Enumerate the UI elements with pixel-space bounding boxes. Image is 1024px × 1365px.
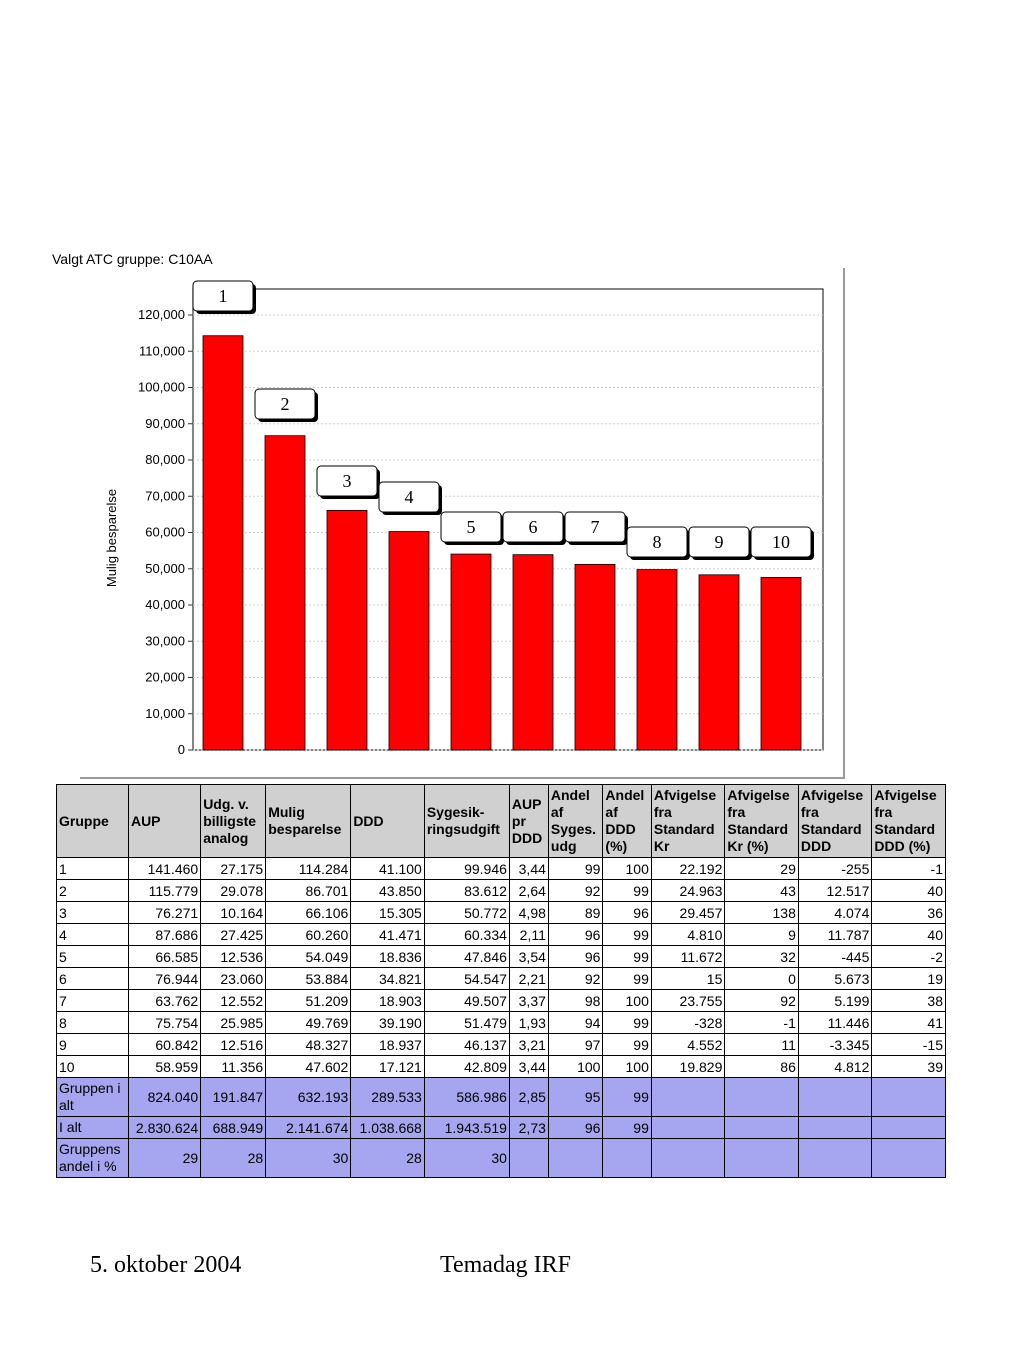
table-cell: 11.787: [798, 924, 872, 946]
bar: [203, 336, 243, 750]
table-cell: 27.175: [201, 858, 266, 880]
summary-cell: [651, 1078, 725, 1117]
table-cell: 92: [548, 968, 603, 990]
table-cell: 3,44: [509, 1056, 548, 1078]
table-cell: 29.457: [651, 902, 725, 924]
table-cell: 32: [725, 946, 799, 968]
summary-cell: [798, 1078, 872, 1117]
table-cell: 48.327: [266, 1034, 351, 1056]
table-cell: 4.552: [651, 1034, 725, 1056]
summary-cell: 289.533: [351, 1078, 425, 1117]
table-row: [57, 1056, 946, 1078]
y-tick-label: 10,000: [145, 705, 185, 721]
summary-cell: [651, 1117, 725, 1139]
table-cell: 4.810: [651, 924, 725, 946]
table-cell: 18.937: [351, 1034, 425, 1056]
table-cell: 18.903: [351, 990, 425, 1012]
bar-callout-3: [317, 466, 380, 499]
table-cell: 100: [603, 1056, 651, 1078]
y-tick-label: 110,000: [138, 343, 185, 359]
bar-callout-8: [627, 527, 690, 560]
summary-cell: Gruppen i alt: [57, 1078, 129, 1117]
table-cell: 29.078: [201, 880, 266, 902]
table-cell: 94: [548, 1012, 603, 1034]
bar-category-label: 1: [218, 286, 228, 306]
table-cell: 99: [548, 858, 603, 880]
bar-category-label: 2: [280, 394, 290, 414]
table-cell: 86: [725, 1056, 799, 1078]
summary-cell: [725, 1117, 799, 1139]
bar-callout-10: [751, 527, 814, 560]
table-cell: 4: [57, 924, 129, 946]
bar-callout-2: [255, 389, 318, 422]
table-cell: 10.164: [201, 902, 266, 924]
table-cell: 99: [603, 946, 651, 968]
y-tick-label: 0: [177, 742, 185, 757]
table-cell: 7: [57, 990, 129, 1012]
column-header: Afvigelse fra Standard DDD (%): [872, 785, 946, 858]
y-tick-label: 90,000: [145, 415, 185, 431]
table-cell: 42.809: [424, 1056, 509, 1078]
table-cell: 6: [57, 968, 129, 990]
summary-row: [57, 1078, 946, 1117]
y-tick-label: 20,000: [145, 669, 185, 685]
column-header: Sygesik-ringsudgift: [424, 785, 509, 858]
table-cell: 100: [603, 858, 651, 880]
summary-cell: 1.038.668: [351, 1117, 425, 1139]
table-cell: 5: [57, 946, 129, 968]
summary-cell: [872, 1078, 946, 1117]
summary-cell: [725, 1078, 799, 1117]
summary-cell: 99: [603, 1078, 651, 1117]
table-cell: -3.345: [798, 1034, 872, 1056]
table-cell: 2: [57, 880, 129, 902]
table-cell: 54.547: [424, 968, 509, 990]
table-cell: 27.425: [201, 924, 266, 946]
table-cell: 12.516: [201, 1034, 266, 1056]
summary-cell: 688.949: [201, 1117, 266, 1139]
summary-cell: [872, 1117, 946, 1139]
table-cell: 114.284: [266, 858, 351, 880]
table-row: [57, 968, 946, 990]
table-cell: 75.754: [128, 1012, 200, 1034]
table-row: [57, 1034, 946, 1056]
footer-title: Temadag IRF: [440, 1252, 571, 1278]
table-cell: 2,11: [509, 924, 548, 946]
table-cell: 19.829: [651, 1056, 725, 1078]
table-cell: 60.334: [424, 924, 509, 946]
table-row: [57, 880, 946, 902]
table-cell: 54.049: [266, 946, 351, 968]
bar: [451, 554, 491, 750]
table-cell: 34.821: [351, 968, 425, 990]
table-cell: 3,21: [509, 1034, 548, 1056]
table-cell: 50.772: [424, 902, 509, 924]
table-cell: 15: [651, 968, 725, 990]
table-cell: 76.944: [128, 968, 200, 990]
bar-category-label: 8: [652, 532, 662, 552]
bar-callout-9: [689, 527, 752, 560]
table-cell: 11.672: [651, 946, 725, 968]
table-cell: 141.460: [128, 858, 200, 880]
table-cell: 47.846: [424, 946, 509, 968]
table-cell: 3,37: [509, 990, 548, 1012]
table-row: [57, 946, 946, 968]
table-cell: 5.199: [798, 990, 872, 1012]
table-cell: 19: [872, 968, 946, 990]
table-cell: 29: [725, 858, 799, 880]
summary-cell: 632.193: [266, 1078, 351, 1117]
table-cell: -1: [725, 1012, 799, 1034]
table-cell: 100: [548, 1056, 603, 1078]
table-row: [57, 858, 946, 880]
summary-cell: 96: [548, 1117, 603, 1139]
column-header: Gruppe: [57, 785, 129, 858]
table-cell: 99: [603, 1034, 651, 1056]
table-cell: -328: [651, 1012, 725, 1034]
table-cell: 96: [548, 924, 603, 946]
table-cell: 23.755: [651, 990, 725, 1012]
bar-category-label: 3: [342, 471, 352, 491]
summary-cell: [651, 1139, 725, 1178]
table-cell: 12.536: [201, 946, 266, 968]
table-cell: 9: [725, 924, 799, 946]
summary-cell: 2.141.674: [266, 1117, 351, 1139]
table-cell: 138: [725, 902, 799, 924]
footer-date: 5. oktober 2004: [90, 1252, 242, 1278]
savings-table: [56, 784, 946, 1178]
table-cell: 51.479: [424, 1012, 509, 1034]
bar: [637, 570, 677, 750]
summary-cell: 1.943.519: [424, 1117, 509, 1139]
table-cell: 10: [57, 1056, 129, 1078]
column-header: Afvigelse fra Standard Kr: [651, 785, 725, 858]
table-cell: 60.842: [128, 1034, 200, 1056]
summary-cell: 28: [351, 1139, 425, 1178]
table-cell: 0: [725, 968, 799, 990]
table-cell: 3,44: [509, 858, 548, 880]
table-cell: 99: [603, 924, 651, 946]
bar-callout-4: [379, 482, 442, 515]
table-cell: 4.074: [798, 902, 872, 924]
table-cell: 86.701: [266, 880, 351, 902]
table-cell: -1: [872, 858, 946, 880]
summary-cell: 30: [424, 1139, 509, 1178]
table-cell: 99.946: [424, 858, 509, 880]
table-cell: 12.517: [798, 880, 872, 902]
table-header-row: [57, 785, 946, 858]
table-cell: 5.673: [798, 968, 872, 990]
table-cell: 96: [603, 902, 651, 924]
table-cell: 39.190: [351, 1012, 425, 1034]
table-cell: 87.686: [128, 924, 200, 946]
table-row: [57, 902, 946, 924]
y-tick-label: 120,000: [138, 307, 185, 322]
table-cell: 41.100: [351, 858, 425, 880]
table-cell: 49.769: [266, 1012, 351, 1034]
table-cell: -255: [798, 858, 872, 880]
table-row: [57, 990, 946, 1012]
table-cell: 58.959: [128, 1056, 200, 1078]
summary-cell: [509, 1139, 548, 1178]
column-header: AUP: [128, 785, 200, 858]
atc-group-label: Valgt ATC gruppe: C10AA: [52, 251, 213, 267]
table-cell: 2,64: [509, 880, 548, 902]
table-cell: 51.209: [266, 990, 351, 1012]
summary-cell: [872, 1139, 946, 1178]
summary-cell: 191.847: [201, 1078, 266, 1117]
table-cell: 3,54: [509, 946, 548, 968]
column-header: Afvigelse fra Standard Kr (%): [725, 785, 799, 858]
savings-bar-chart: [90, 270, 835, 765]
table-cell: 40: [872, 924, 946, 946]
column-header: Andel af Syges. udg: [548, 785, 603, 858]
table-cell: 12.552: [201, 990, 266, 1012]
table-cell: 66.106: [266, 902, 351, 924]
table-cell: 8: [57, 1012, 129, 1034]
table-cell: -445: [798, 946, 872, 968]
bar: [761, 577, 801, 750]
table-cell: 66.585: [128, 946, 200, 968]
chart-frame-bottom: [80, 777, 845, 779]
summary-cell: 95: [548, 1078, 603, 1117]
table-row: [57, 924, 946, 946]
table-cell: 3: [57, 902, 129, 924]
summary-cell: 29: [128, 1139, 200, 1178]
y-tick-label: 80,000: [145, 452, 185, 467]
summary-cell: 824.040: [128, 1078, 200, 1117]
summary-cell: 2.830.624: [128, 1117, 200, 1139]
table-cell: 83.612: [424, 880, 509, 902]
summary-row: [57, 1117, 946, 1139]
table-cell: 76.271: [128, 902, 200, 924]
bar: [699, 575, 739, 750]
table-cell: 23.060: [201, 968, 266, 990]
table-cell: 99: [603, 968, 651, 990]
table-cell: 11.356: [201, 1056, 266, 1078]
bar-callout-1: [193, 281, 256, 314]
table-cell: 43: [725, 880, 799, 902]
y-axis-label: Mulig besparelse: [104, 488, 119, 588]
table-cell: 47.602: [266, 1056, 351, 1078]
table-cell: 53.884: [266, 968, 351, 990]
bar-callout-6: [503, 512, 566, 545]
table-cell: 41.471: [351, 924, 425, 946]
summary-cell: 2,73: [509, 1117, 548, 1139]
column-header: Afvigelse fra Standard DDD: [798, 785, 872, 858]
summary-cell: [548, 1139, 603, 1178]
table-cell: 63.762: [128, 990, 200, 1012]
table-cell: 99: [603, 1012, 651, 1034]
table-cell: -2: [872, 946, 946, 968]
y-tick-label: 70,000: [145, 488, 185, 504]
table-cell: 4.812: [798, 1056, 872, 1078]
table-cell: 92: [725, 990, 799, 1012]
y-tick-label: 30,000: [145, 633, 185, 649]
table-cell: 39: [872, 1056, 946, 1078]
table-cell: 49.507: [424, 990, 509, 1012]
table-cell: 1: [57, 858, 129, 880]
table-cell: 97: [548, 1034, 603, 1056]
summary-cell: I alt: [57, 1117, 129, 1139]
table-cell: 36: [872, 902, 946, 924]
bar: [513, 555, 553, 750]
y-tick-label: 50,000: [145, 560, 185, 576]
table-cell: 89: [548, 902, 603, 924]
table-cell: 1,93: [509, 1012, 548, 1034]
table-cell: 22.192: [651, 858, 725, 880]
chart-frame-right: [843, 268, 845, 779]
bar: [575, 564, 615, 750]
table-cell: 41: [872, 1012, 946, 1034]
summary-cell: Gruppens andel i %: [57, 1139, 129, 1178]
column-header: AUP pr DDD: [509, 785, 548, 858]
table-cell: 24.963: [651, 880, 725, 902]
column-header: Mulig besparelse: [266, 785, 351, 858]
table-cell: 18.836: [351, 946, 425, 968]
column-header: Udg. v. billigste analog: [201, 785, 266, 858]
summary-cell: [725, 1139, 799, 1178]
table-row: [57, 1012, 946, 1034]
summary-cell: 99: [603, 1117, 651, 1139]
bar: [389, 532, 429, 750]
summary-cell: [798, 1117, 872, 1139]
bar-callout-7: [565, 512, 628, 545]
table-cell: 98: [548, 990, 603, 1012]
summary-cell: [603, 1139, 651, 1178]
column-header: DDD: [351, 785, 425, 858]
table-cell: 92: [548, 880, 603, 902]
table-cell: 115.779: [128, 880, 200, 902]
table-cell: 4,98: [509, 902, 548, 924]
summary-row: [57, 1139, 946, 1178]
bar-category-label: 4: [404, 487, 414, 507]
bar: [265, 436, 305, 750]
table-cell: 43.850: [351, 880, 425, 902]
y-tick-label: 100,000: [138, 379, 185, 395]
table-cell: 11: [725, 1034, 799, 1056]
bar: [327, 510, 367, 750]
bar-category-label: 6: [528, 517, 538, 537]
bar-category-label: 5: [466, 517, 476, 537]
table-cell: 25.985: [201, 1012, 266, 1034]
summary-cell: 586.986: [424, 1078, 509, 1117]
table-cell: 15.305: [351, 902, 425, 924]
summary-cell: 2,85: [509, 1078, 548, 1117]
column-header: Andel af DDD (%): [603, 785, 651, 858]
bar-category-label: 9: [714, 532, 724, 552]
bar-category-label: 7: [590, 517, 600, 537]
table-cell: 40: [872, 880, 946, 902]
table-cell: 96: [548, 946, 603, 968]
table-cell: 99: [603, 880, 651, 902]
table-cell: -15: [872, 1034, 946, 1056]
table-cell: 2,21: [509, 968, 548, 990]
summary-cell: 28: [201, 1139, 266, 1178]
table-cell: 17.121: [351, 1056, 425, 1078]
table-cell: 46.137: [424, 1034, 509, 1056]
table-cell: 11.446: [798, 1012, 872, 1034]
table-cell: 38: [872, 990, 946, 1012]
y-tick-label: 60,000: [145, 524, 185, 540]
table-cell: 9: [57, 1034, 129, 1056]
bar-callout-5: [441, 512, 504, 545]
table-cell: 60.260: [266, 924, 351, 946]
bar-category-label: 10: [772, 532, 790, 552]
summary-cell: [798, 1139, 872, 1178]
y-tick-label: 40,000: [145, 597, 185, 612]
summary-cell: 30: [266, 1139, 351, 1178]
table-cell: 100: [603, 990, 651, 1012]
